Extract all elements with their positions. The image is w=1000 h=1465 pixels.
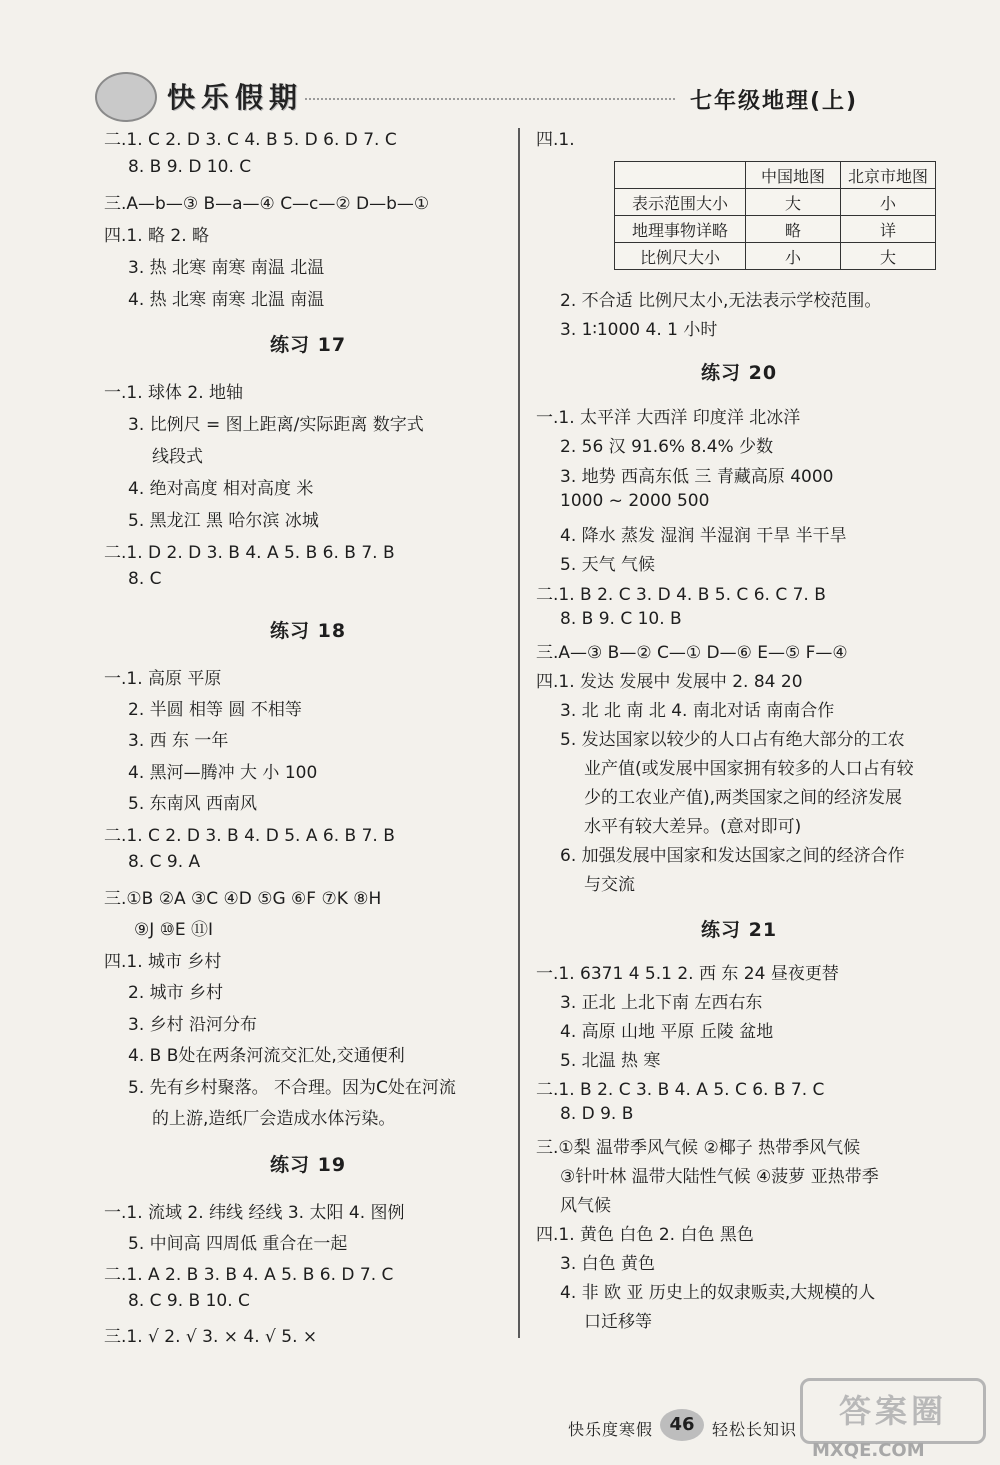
section-title-ex21: 练习 21 — [701, 919, 778, 941]
answer-line: 8. D 9. B — [560, 1104, 634, 1124]
answer-line: 3. 西 东 一年 — [128, 731, 229, 751]
answer-line: 5. 发达国家以较少的人口占有绝大部分的工农 — [560, 730, 905, 750]
answer-line: 4. 非 欧 亚 历史上的奴隶贩卖,大规模的人 — [560, 1283, 876, 1303]
answer-line: 四.1. 略 2. 略 — [104, 226, 210, 246]
footer-right-text: 轻松长知识 — [712, 1420, 798, 1439]
section-title-ex17: 练习 17 — [270, 334, 347, 356]
answer-line: 与交流 — [584, 875, 635, 895]
map-comparison-table — [614, 161, 936, 270]
table-cell: 大 — [841, 243, 936, 270]
page-number: 46 — [660, 1409, 704, 1441]
table-cell: 表示范围大小 — [615, 189, 746, 216]
answer-line: 5. 东南风 西南风 — [128, 794, 258, 814]
answer-line: 口迁移等 — [584, 1312, 652, 1332]
answer-line: 4. 高原 山地 平原 丘陵 盆地 — [560, 1022, 774, 1042]
answer-line: 1000 ~ 2000 500 — [560, 491, 710, 511]
answer-line: 四.1. 黄色 白色 2. 白色 黑色 — [536, 1225, 754, 1245]
answer-line: 的上游,造纸厂会造成水体污染。 — [152, 1109, 396, 1129]
answer-line: 8. B 9. D 10. C — [128, 157, 252, 177]
answer-line: 三.A—b—③ B—a—④ C—c—② D—b—① — [104, 194, 430, 214]
answer-line: 3. 白色 黄色 — [560, 1254, 656, 1274]
answer-line: 2. 半圆 相等 圆 不相等 — [128, 700, 302, 720]
answer-line: 8. B 9. C 10. B — [560, 609, 682, 629]
watermark-url: MXQE.COM — [812, 1440, 925, 1461]
table-row — [615, 189, 936, 216]
answer-line: 4. 黑河—腾冲 大 小 100 — [128, 763, 318, 783]
answer-line: 3. 地势 西高东低 三 青藏高原 4000 — [560, 467, 834, 487]
answer-line: 风气候 — [560, 1196, 611, 1216]
answer-line: 少的工农业产值),两类国家之间的经济发展 — [584, 788, 903, 808]
answer-line: 四.1. — [536, 130, 575, 150]
answer-line: 3. 正北 上北下南 左西右东 — [560, 993, 763, 1013]
answer-line: 二.1. A 2. B 3. B 4. A 5. B 6. D 7. C — [104, 1265, 394, 1285]
table-cell: 比例尺大小 — [615, 243, 746, 270]
answer-line: 二.1. C 2. D 3. C 4. B 5. D 6. D 7. C — [104, 130, 397, 150]
answer-line: 4. 降水 蒸发 湿润 半湿润 干旱 半干旱 — [560, 526, 847, 546]
answer-line: 二.1. C 2. D 3. B 4. D 5. A 6. B 7. B — [104, 826, 395, 846]
answer-line: 三.①梨 温带季风气候 ②椰子 热带季风气候 — [536, 1138, 861, 1158]
answer-line: 一.1. 流域 2. 纬线 经线 3. 太阳 4. 图例 — [104, 1203, 405, 1223]
table-header-cell: 北京市地图 — [841, 162, 936, 189]
answer-line: 四.1. 城市 乡村 — [104, 952, 222, 972]
answer-line: 一.1. 球体 2. 地轴 — [104, 383, 244, 403]
answer-line: 3. 1∶1000 4. 1 小时 — [560, 320, 718, 340]
answer-line: 2. 不合适 比例尺太小,无法表示学校范围。 — [560, 291, 882, 311]
table-row — [615, 216, 936, 243]
answer-line: 三.①B ②A ③C ④D ⑤G ⑥F ⑦K ⑧H — [104, 889, 382, 909]
section-title-ex20: 练习 20 — [701, 362, 778, 384]
table-cell: 地理事物详略 — [615, 216, 746, 243]
answer-line: 二.1. B 2. C 3. B 4. A 5. C 6. B 7. C — [536, 1080, 825, 1100]
table-header-row — [615, 162, 936, 189]
answer-line: 5. 先有乡村聚落。 不合理。因为C处在河流 — [128, 1078, 456, 1098]
answer-line: 5. 北温 热 寒 — [560, 1051, 661, 1071]
answer-line: 4. 绝对高度 相对高度 米 — [128, 479, 314, 499]
answer-line: 线段式 — [152, 447, 203, 467]
answer-line: 4. B B处在两条河流交汇处,交通便利 — [128, 1046, 405, 1066]
answer-line: 5. 中间高 四周低 重合在一起 — [128, 1234, 348, 1254]
table-header-cell: 中国地图 — [746, 162, 841, 189]
brand-logo — [95, 62, 335, 122]
watermark-logo: 答案圈 — [800, 1378, 986, 1444]
answer-line: 一.1. 高原 平原 — [104, 669, 222, 689]
table-row — [615, 243, 936, 270]
answer-line: 2. 56 汉 91.6% 8.4% 少数 — [560, 437, 774, 457]
answer-line: 一.1. 6371 4 5.1 2. 西 东 24 昼夜更替 — [536, 964, 839, 984]
table-cell: 大 — [746, 189, 841, 216]
section-title-ex19: 练习 19 — [270, 1154, 347, 1176]
answer-line: ⑨J ⑩E ⑪I — [134, 920, 214, 940]
table-cell: 略 — [746, 216, 841, 243]
answer-line: 二.1. B 2. C 3. D 4. B 5. C 6. C 7. B — [536, 585, 826, 605]
answer-line: 一.1. 太平洋 大西洋 印度洋 北冰洋 — [536, 408, 801, 428]
answer-line: 3. 乡村 沿河分布 — [128, 1015, 258, 1035]
answer-line: 4. 热 北寒 南寒 北温 南温 — [128, 290, 325, 310]
table-header-cell — [615, 162, 746, 189]
section-title-ex18: 练习 18 — [270, 620, 347, 642]
answer-line: 水平有较大差异。(意对即可) — [584, 817, 802, 837]
answer-line: ③针叶林 温带大陆性气候 ④菠萝 亚热带季 — [560, 1167, 879, 1187]
header-rule — [305, 98, 675, 104]
table-cell: 小 — [841, 189, 936, 216]
footer-left-text: 快乐度寒假 — [568, 1420, 654, 1439]
answer-line: 5. 黑龙江 黑 哈尔滨 冰城 — [128, 511, 319, 531]
answer-line: 8. C 9. B 10. C — [128, 1291, 250, 1311]
answer-line: 3. 比例尺 = 图上距离/实际距离 数字式 — [128, 415, 424, 435]
mascot-icon — [95, 72, 157, 122]
answer-line: 5. 天气 气候 — [560, 555, 656, 575]
table-cell: 小 — [746, 243, 841, 270]
answer-line: 3. 北 北 南 北 4. 南北对话 南南合作 — [560, 701, 835, 721]
answer-line: 8. C — [128, 569, 162, 589]
brand-title: 快乐假期 — [167, 81, 304, 114]
answer-line: 二.1. D 2. D 3. B 4. A 5. B 6. B 7. B — [104, 543, 395, 563]
subject-title: 七年级地理(上) — [690, 89, 859, 114]
answer-line: 2. 城市 乡村 — [128, 983, 224, 1003]
table-cell: 详 — [841, 216, 936, 243]
answer-line: 三.1. √ 2. √ 3. × 4. √ 5. × — [104, 1327, 318, 1347]
answer-line: 6. 加强发展中国家和发达国家之间的经济合作 — [560, 846, 905, 866]
column-divider — [518, 128, 520, 1338]
answer-line: 三.A—③ B—② C—① D—⑥ E—⑤ F—④ — [536, 643, 848, 663]
answer-line: 业产值(或发展中国家拥有较多的人口占有较 — [584, 759, 914, 779]
answer-line: 四.1. 发达 发展中 发展中 2. 84 20 — [536, 672, 803, 692]
answer-line: 3. 热 北寒 南寒 南温 北温 — [128, 258, 325, 278]
answer-line: 8. C 9. A — [128, 852, 201, 872]
